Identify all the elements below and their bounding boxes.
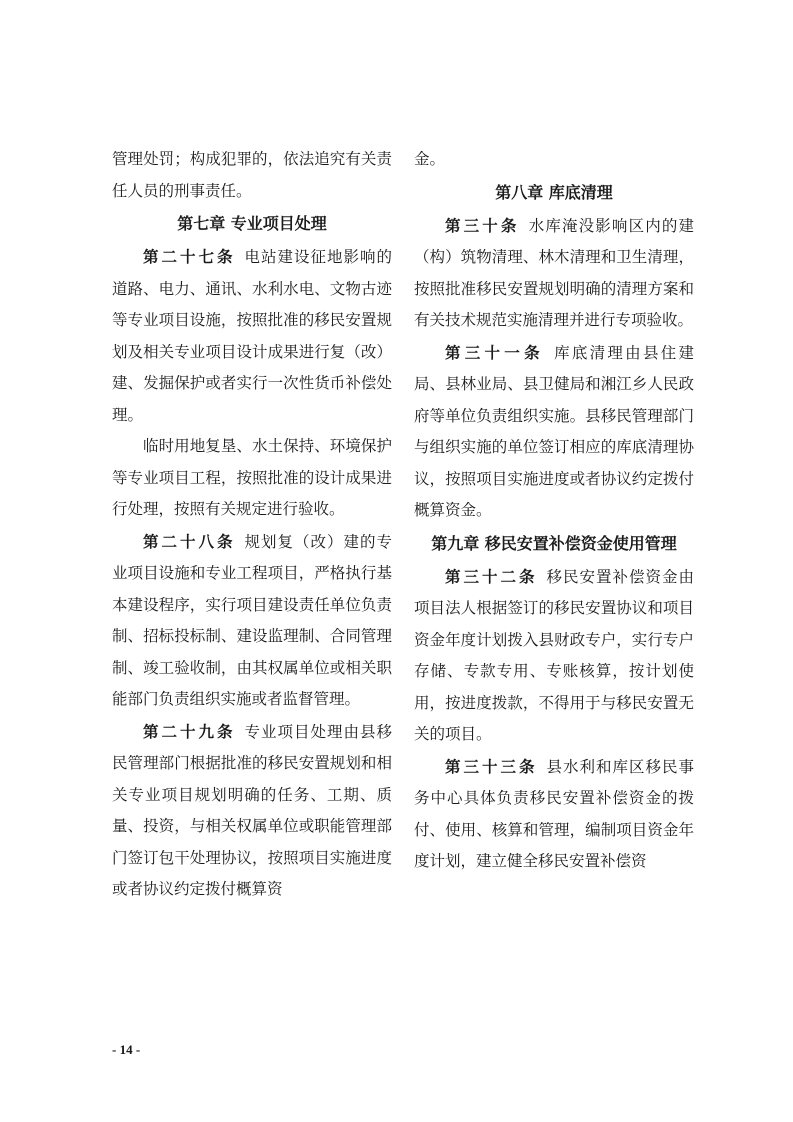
article-33-text: 县水利和库区移民事务中心具体负责移民安置补偿资金的拨付、使用、核算和管理，编制项目资金年度计划，建立健全移民安置补偿资 [414,757,694,870]
article-29-label: 第二十九条 [143,721,236,741]
page-number: - 14 - [112,1042,141,1057]
article-33 [414,751,694,878]
article-32 [414,561,694,751]
article-31-label: 第三十一条 [445,342,544,362]
article-30-label: 第三十条 [445,215,520,235]
article-27 [112,241,392,431]
article-30-text: 水库淹没影响区内的建（构）筑物清理、林木清理和卫生清理，按照批准移民安置规划明确的清理方案和有关技术规范实施清理并进行专项验收。 [414,216,694,329]
article-27-text: 电站建设征地影响的道路、电力、通讯、水利水电、文物古迹等专业项目设施，按照批准的移民安置规划及相关专业项目设计成果进行复（改）建、发掘保护或者实行一次性货币补偿处理。 [112,248,392,424]
chapter-8-heading: 第八章 库底清理 [495,182,613,202]
article-29 [112,716,392,906]
article-28 [112,526,392,716]
article-28-label: 第二十八条 [143,531,236,551]
article-30 [414,210,694,337]
continuation-text: 金。 [414,150,446,168]
article-31-text: 库底清理由县住建局、县林业局、县卫健局和湘江乡人民政府等单位负责组织实施。县移民管理部门与组织实施的单位签订相应的库底清理协议，按照项目实施进度或者协议约定拨付概算资金。 [414,343,694,519]
continuation-text: 管理处罚；构成犯罪的，依法追究有关责任人员的刑事责任。 [112,150,392,200]
article-33-label: 第三十三条 [445,756,538,776]
article-32-text: 移民安置补偿资金由项目法人根据签订的移民安置协议和项目资金年度计划拨入县财政专户，实行专户存储、专款专用、专账核算，按计划使用，按进度拨款，不得用于与移民安置无关的项目。 [414,567,694,743]
chapter-9-heading: 第九章 移民安置补偿资金使用管理 [431,533,677,553]
article-28-text: 规划复（改）建的专业项目设施和专业工程项目，严格执行基本建设程序，实行项目建设责任单位负责制、招标投标制、建设监理制、合同管理制、竣工验收制，由其权属单位或相关职能部门负责组织实施或者监督管理。 [112,532,392,708]
chapter-7-heading: 第七章 专业项目处理 [177,214,327,233]
article-32-label: 第三十二条 [445,566,538,586]
left-column [112,144,392,906]
article-31 [414,337,694,527]
article-29-text: 专业项目处理由县移民管理部门根据批准的移民安置规划和相关专业项目规划明确的任务、工期、质量、投资，与相关权属单位或职能管理部门签订包干处理协议，按照项目实施进度或者协议约定拨付概算资 [112,722,392,898]
article-27-label: 第二十七条 [143,247,236,266]
right-column [414,144,694,878]
paragraph-temporary-land: 临时用地复垦、水土保持、环境保护等专业项目工程，按照批准的设计成果进行处理，按照有关规定进行验收。 [112,437,392,518]
